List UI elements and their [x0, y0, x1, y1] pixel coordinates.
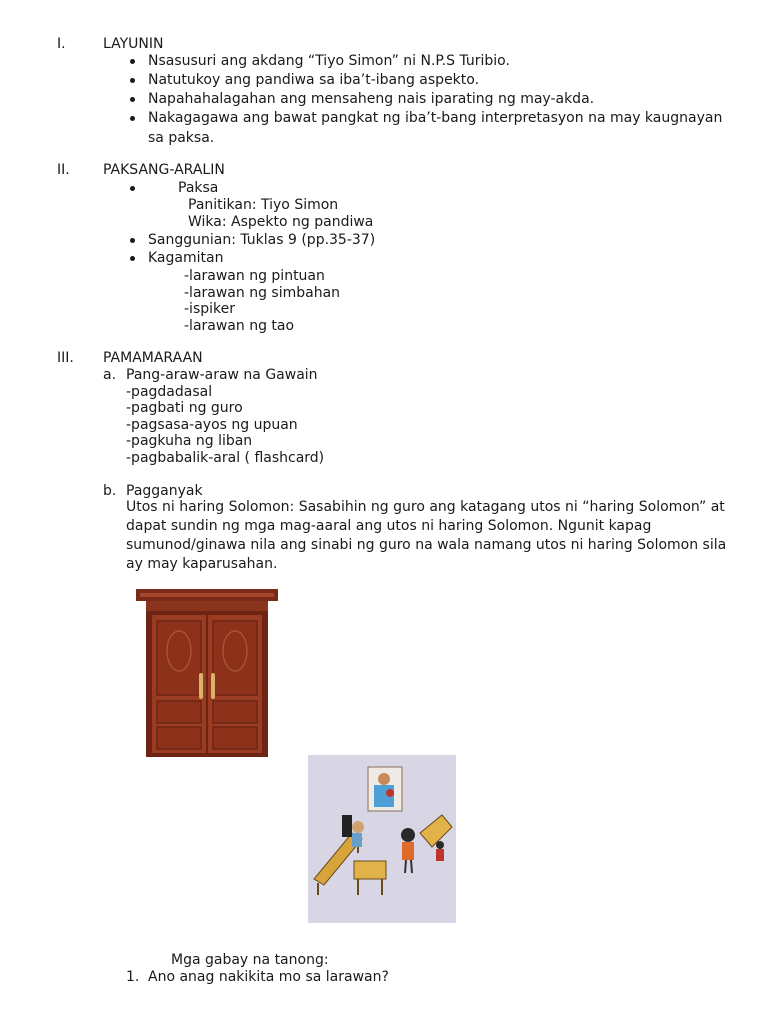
routine-item: -pagdadasal: [126, 384, 213, 400]
objective-4: Nakagagawa ang bawat pangkat ng iba’t-bang interpretasyon na may kaugnayan: [148, 110, 723, 126]
sub-b-title: Pagganyak: [126, 483, 203, 499]
objective-1: Nsasusuri ang akdang “Tiyo Simon” ni N.P.S Turibio.: [148, 53, 510, 69]
section-1-number: I.: [57, 36, 66, 52]
classroom-drawing-image: [308, 755, 456, 923]
section-3-title: PAMAMARAAN: [103, 350, 203, 366]
bullet-dot: [130, 256, 135, 261]
section-3-number: III.: [57, 350, 74, 366]
question-text: Ano anag nakikita mo sa larawan?: [148, 969, 389, 985]
section-1-title: LAYUNIN: [103, 36, 164, 52]
paksa-label: Paksa: [178, 180, 219, 196]
section-2-title: PAKSANG-ARALIN: [103, 162, 225, 178]
routine-item: -pagbati ng guro: [126, 400, 243, 416]
objective-2: Natutukoy ang pandiwa sa iba’t-ibang aspekto.: [148, 72, 480, 88]
sanggunian-line: Sanggunian: Tuklas 9 (pp.35-37): [148, 232, 376, 248]
sub-a-label: a.: [103, 367, 117, 383]
bullet-dot: [130, 78, 135, 83]
bullet-dot: [130, 186, 135, 191]
bullet-dot: [130, 238, 135, 243]
motivation-line: Utos ni haring Solomon: Sasabihin ng guro ang katagang utos ni “haring Solomon” at: [126, 499, 725, 515]
wika-line: Wika: Aspekto ng pandiwa: [188, 214, 374, 230]
bullet-dot: [130, 59, 135, 64]
objective-4-continued: sa paksa.: [148, 130, 215, 146]
bullet-dot: [130, 97, 135, 102]
panitikan-line: Panitikan: Tiyo Simon: [188, 197, 339, 213]
material-item: -larawan ng pintuan: [184, 268, 325, 284]
objective-3: Napahahalagahan ang mensaheng nais iparating ng may-akda.: [148, 91, 595, 107]
material-item: -ispiker: [184, 301, 235, 317]
routine-item: -pagkuha ng liban: [126, 433, 253, 449]
guide-questions-title: Mga gabay na tanong:: [171, 952, 329, 968]
material-item: -larawan ng tao: [184, 318, 295, 334]
sub-a-title: Pang-araw-araw na Gawain: [126, 367, 318, 383]
motivation-line: dapat sundin ng mga mag-aaral ang utos ni haring Solomon. Ngunit kapag: [126, 518, 652, 534]
motivation-line: ay may kaparusahan.: [126, 556, 278, 572]
routine-item: -pagsasa-ayos ng upuan: [126, 417, 298, 433]
kagamitan-label: Kagamitan: [148, 250, 224, 266]
question-number: 1.: [126, 969, 140, 985]
motivation-line: sumunod/ginawa nila ang sinabi ng guro na wala namang utos ni haring Solomon sila: [126, 537, 727, 553]
bullet-dot: [130, 116, 135, 121]
section-2-number: II.: [57, 162, 70, 178]
routine-item: -pagbabalik-aral ( flashcard): [126, 450, 325, 466]
material-item: -larawan ng simbahan: [184, 285, 341, 301]
door-image: [136, 589, 278, 757]
sub-b-label: b.: [103, 483, 117, 499]
